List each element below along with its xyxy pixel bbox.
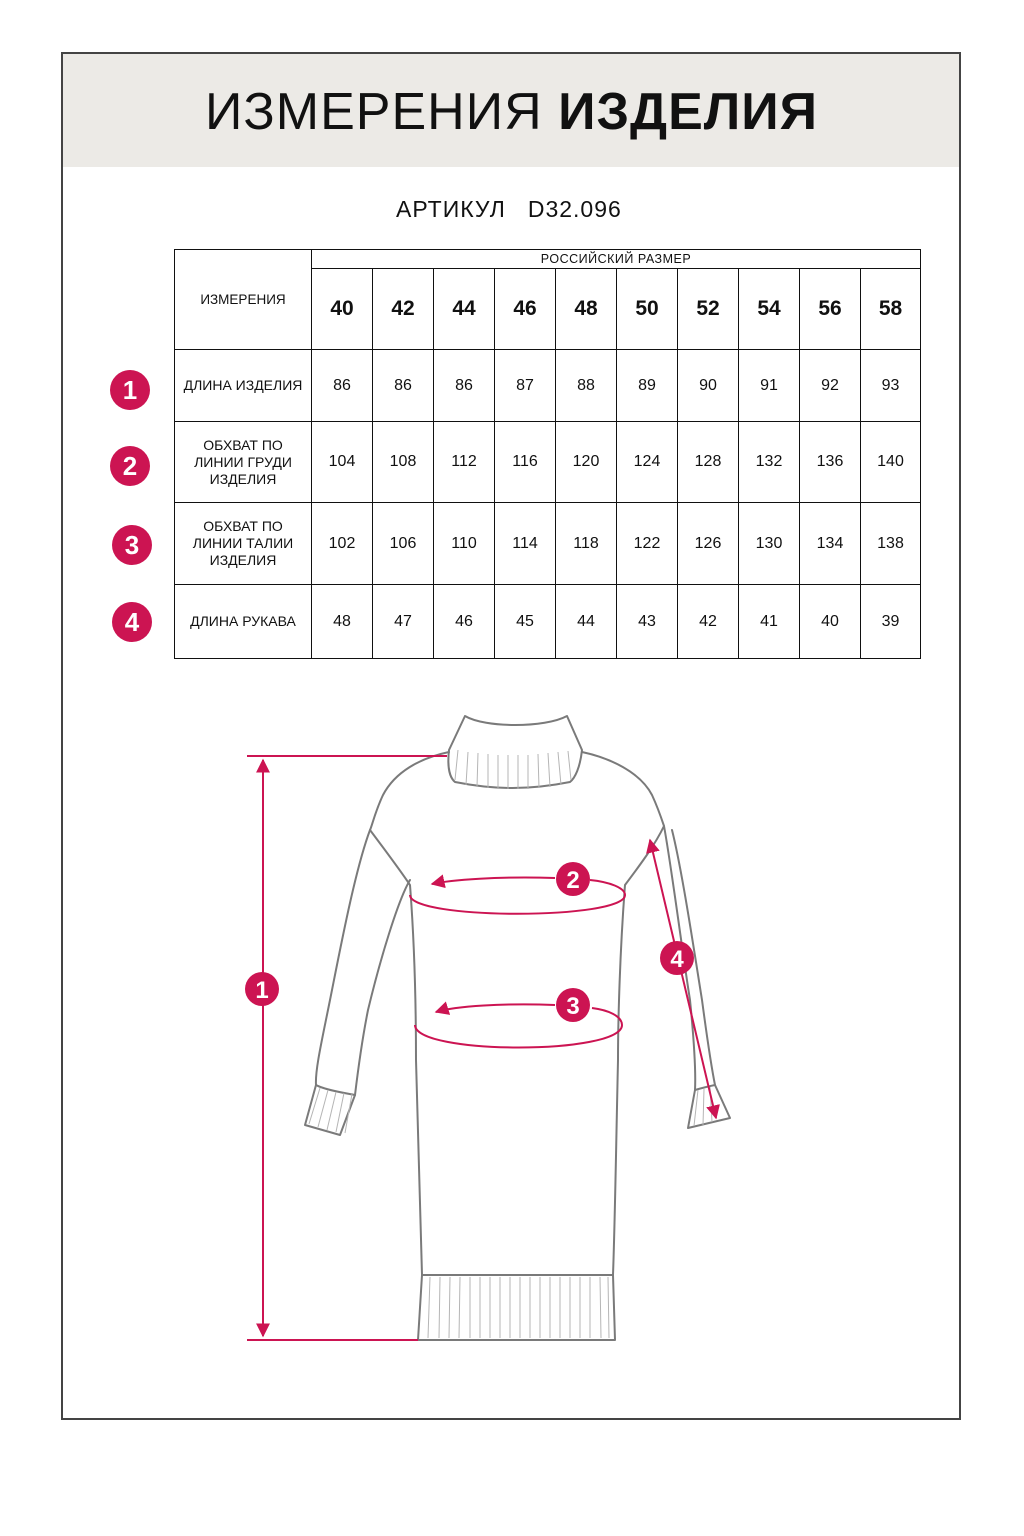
svg-text:2: 2 (566, 867, 580, 894)
table-cell: 87 (495, 350, 556, 422)
table-cell: 128 (678, 422, 739, 503)
table-cell: 110 (434, 503, 495, 585)
row-badge-1: 1 (110, 370, 150, 410)
table-cell: 106 (373, 503, 434, 585)
table-cell: 39 (861, 585, 921, 659)
row-badge-4: 4 (112, 602, 152, 642)
table-cell: 122 (617, 503, 678, 585)
row-label-line: ЛИНИИ ТАЛИИ (192, 535, 294, 551)
table-cell: 44 (556, 585, 617, 659)
diagram-badge-2 (556, 862, 590, 896)
row-label-line: ИЗДЕЛИЯ (209, 470, 277, 487)
table-cell: 130 (739, 503, 800, 585)
table-cell: 90 (678, 350, 739, 422)
size-group-label: РОССИЙСКИЙ РАЗМЕР (312, 250, 921, 269)
size-header: 56 (800, 269, 861, 350)
article-code: D32.096 (527, 196, 622, 222)
row-label: ДЛИНА ИЗДЕЛИЯ (175, 350, 312, 422)
row-badge-3: 3 (112, 525, 152, 565)
row-label-line: ЛИНИИ ГРУДИ (194, 453, 292, 470)
table-cell: 126 (678, 503, 739, 585)
table-cell: 41 (739, 585, 800, 659)
table-cell: 86 (312, 350, 373, 422)
table-cell: 104 (312, 422, 373, 503)
diagram-badge-4 (660, 941, 694, 975)
size-header: 44 (434, 269, 495, 350)
svg-text:4: 4 (670, 946, 684, 973)
table-cell: 42 (678, 585, 739, 659)
rib-lines (309, 750, 712, 1338)
table-cell: 118 (556, 503, 617, 585)
table-cell: 114 (495, 503, 556, 585)
table-cell: 91 (739, 350, 800, 422)
article-label: АРТИКУЛ (396, 196, 506, 222)
table-cell: 88 (556, 350, 617, 422)
table-cell: 140 (861, 422, 921, 503)
table-cell: 112 (434, 422, 495, 503)
size-header: 46 (495, 269, 556, 350)
svg-text:1: 1 (255, 977, 269, 1004)
size-header: 48 (556, 269, 617, 350)
table-cell: 102 (312, 503, 373, 585)
row-label-line: ОБХВАТ ПО (203, 518, 283, 534)
dress-outline (305, 716, 730, 1340)
row-label-line: ОБХВАТ ПО (203, 436, 283, 453)
table-cell: 120 (556, 422, 617, 503)
measure-chest (410, 877, 625, 913)
size-header: 50 (617, 269, 678, 350)
table-cell: 124 (617, 422, 678, 503)
measure-length (247, 756, 447, 1340)
row-badge-2: 2 (110, 446, 150, 486)
row-label-line: ИЗДЕЛИЯ (209, 552, 277, 568)
table-cell: 116 (495, 422, 556, 503)
table-cell: 48 (312, 585, 373, 659)
table-cell: 92 (800, 350, 861, 422)
diagram-badge-3 (556, 988, 590, 1022)
table-cell: 45 (495, 585, 556, 659)
table-cell: 47 (373, 585, 434, 659)
table-cell: 86 (373, 350, 434, 422)
table-cell: 132 (739, 422, 800, 503)
table-cell: 89 (617, 350, 678, 422)
table-cell: 40 (800, 585, 861, 659)
table-cell: 46 (434, 585, 495, 659)
size-header: 40 (312, 269, 373, 350)
title-bold: ИЗДЕЛИЯ (558, 83, 819, 141)
svg-text:3: 3 (566, 993, 580, 1020)
table-cell: 134 (800, 503, 861, 585)
size-header: 58 (861, 269, 921, 350)
table-cell: 108 (373, 422, 434, 503)
size-header: 52 (678, 269, 739, 350)
table-cell: 136 (800, 422, 861, 503)
table-cell: 43 (617, 585, 678, 659)
size-header: 42 (373, 269, 434, 350)
row-label: ДЛИНА РУКАВА (175, 585, 312, 659)
size-header: 54 (739, 269, 800, 350)
table-cell: 86 (434, 350, 495, 422)
diagram-badge-1 (245, 972, 279, 1006)
table-cell: 93 (861, 350, 921, 422)
head-label: ИЗМЕРЕНИЯ (175, 250, 312, 350)
title-light: ИЗМЕРЕНИЯ (205, 83, 543, 141)
table-cell: 138 (861, 503, 921, 585)
measure-waist (415, 1004, 622, 1047)
